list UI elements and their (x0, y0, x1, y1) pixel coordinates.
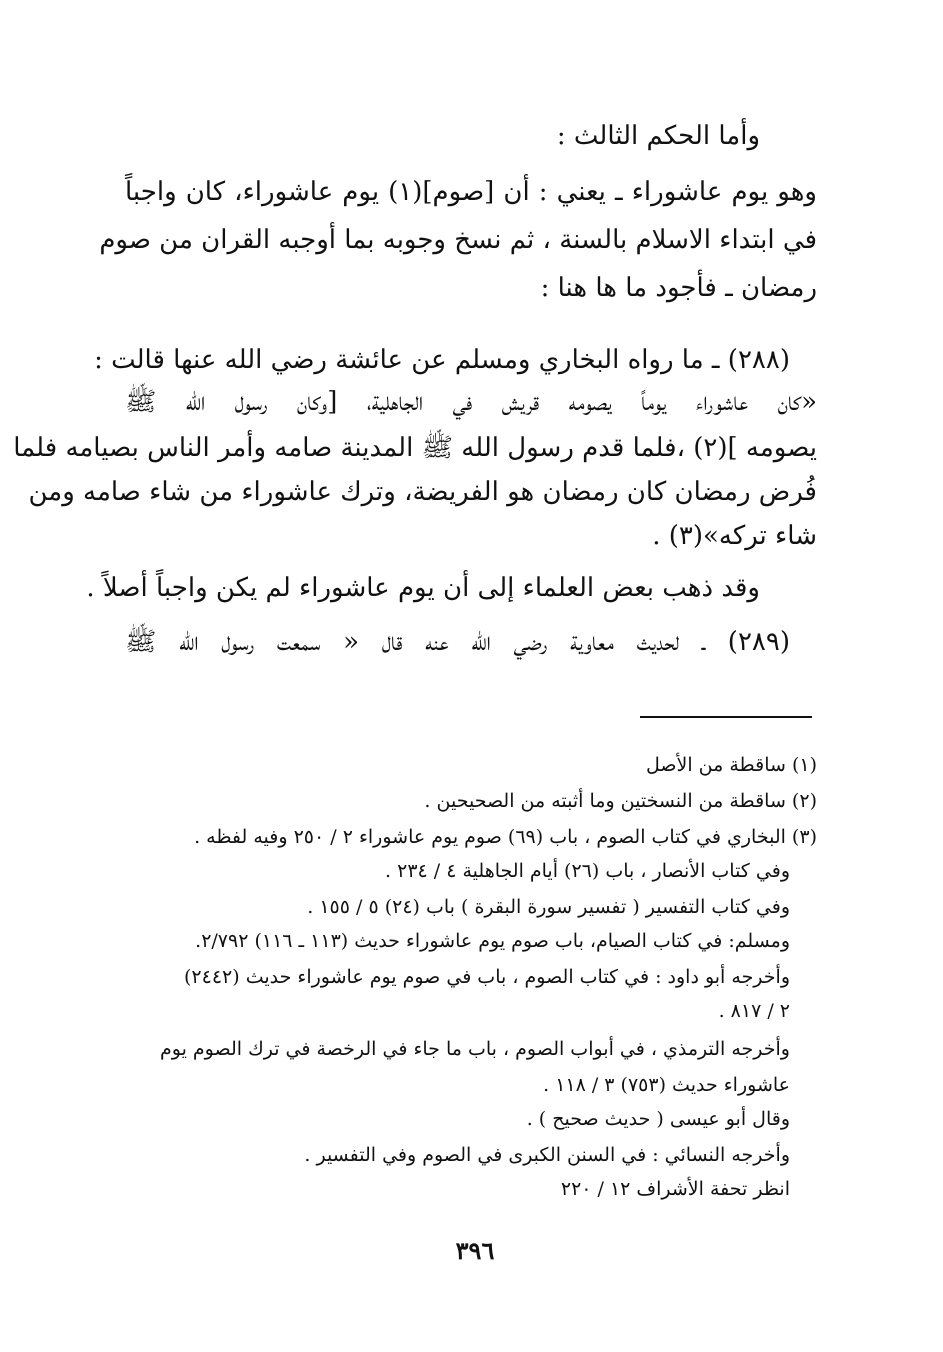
footnote-3-line-2: وفي كتاب الأنصار ، باب (٢٦) أيام الجاهلية ٤ / ٢٣٤ . (385, 860, 790, 882)
body-line-scholars: وقد ذهب بعض العلماء إلى أن يوم عاشوراء لم يكن واجباً أصلاً . (86, 573, 760, 603)
footnote-2: (٢) ساقطة من النسختين وما أثبته من الصحيحين . (424, 790, 817, 812)
footnote-3-line-11: انظر تحفة الأشراف ١٢ / ٢٢٠ (560, 1178, 790, 1200)
footnote-3-line-4: ومسلم: في كتاب الصيام، باب صوم يوم عاشوراء حديث (١١٣ ـ ١١٦) ٢/٧٩٢. (195, 930, 790, 952)
footnote-3-line-8: عاشوراء حديث (٧٥٣) ٣ / ١١٨ . (543, 1074, 790, 1096)
hadith-288-line-1: (٢٨٨) ـ ما رواه البخاري ومسلم عن عائشة رضي الله عنها قالت : (94, 345, 790, 375)
body-line-4: رمضان ـ فأجود ما ها هنا : (540, 273, 817, 303)
page-number: ٣٩٦ (455, 1236, 495, 1265)
footnote-3-line-6: ٢ / ٨١٧ . (718, 1000, 790, 1022)
body-line-2: وهو يوم عاشوراء ـ يعني : أن [صوم](١) يوم عاشوراء، كان واجباً (125, 177, 817, 207)
footnote-3-line-5: وأخرجه أبو داود : في كتاب الصوم ، باب في صوم يوم عاشوراء حديث (٢٤٤٢) (184, 966, 790, 988)
footnote-3-line-1: (٣) البخاري في كتاب الصوم ، باب (٦٩) صوم يوم عاشوراء ٢ / ٢٥٠ وفيه لفظه . (194, 826, 817, 848)
footnote-3-line-7: وأخرجه الترمذي ، في أبواب الصوم ، باب ما جاء في الرخصة في ترك الصوم يوم (160, 1038, 790, 1060)
hadith-288-line-3: يصومه ](٢) ،فلما قدم رسول الله ﷺ المدينة صامه وأمر الناس بصيامه فلما (13, 433, 817, 463)
hadith-289-line-1: (٢٨٩) ـ لحديث معاوية رضي الله عنه قال « سمعت رسول الله ﷺ (125, 627, 790, 657)
hadith-288-line-2: «كان عاشوراء يوماً يصومه قريش في الجاهلية، [وكان رسول الله ﷺ (125, 387, 817, 417)
footnote-3-line-9: وقال أبو عيسى ( حديث صحيح ) . (526, 1108, 790, 1130)
footnote-separator (640, 716, 812, 718)
body-line-1: وأما الحكم الثالث : (556, 121, 760, 151)
footnote-3-line-10: وأخرجه النسائي : في السنن الكبرى في الصوم وفي التفسير . (304, 1144, 790, 1166)
body-line-3: في ابتداء الاسلام بالسنة ، ثم نسخ وجوبه بما أوجبه القران من صوم (99, 225, 817, 255)
footnote-1: (١) ساقطة من الأصل (645, 754, 817, 776)
hadith-288-line-4: فُرض رمضان كان رمضان هو الفريضة، وترك عاشوراء من شاء صامه ومن (28, 477, 817, 507)
footnote-3-line-3: وفي كتاب التفسير ( تفسير سورة البقرة ) باب (٢٤) ٥ / ١٥٥ . (307, 896, 790, 918)
hadith-288-line-5: شاء تركه»(٣) . (652, 521, 817, 551)
